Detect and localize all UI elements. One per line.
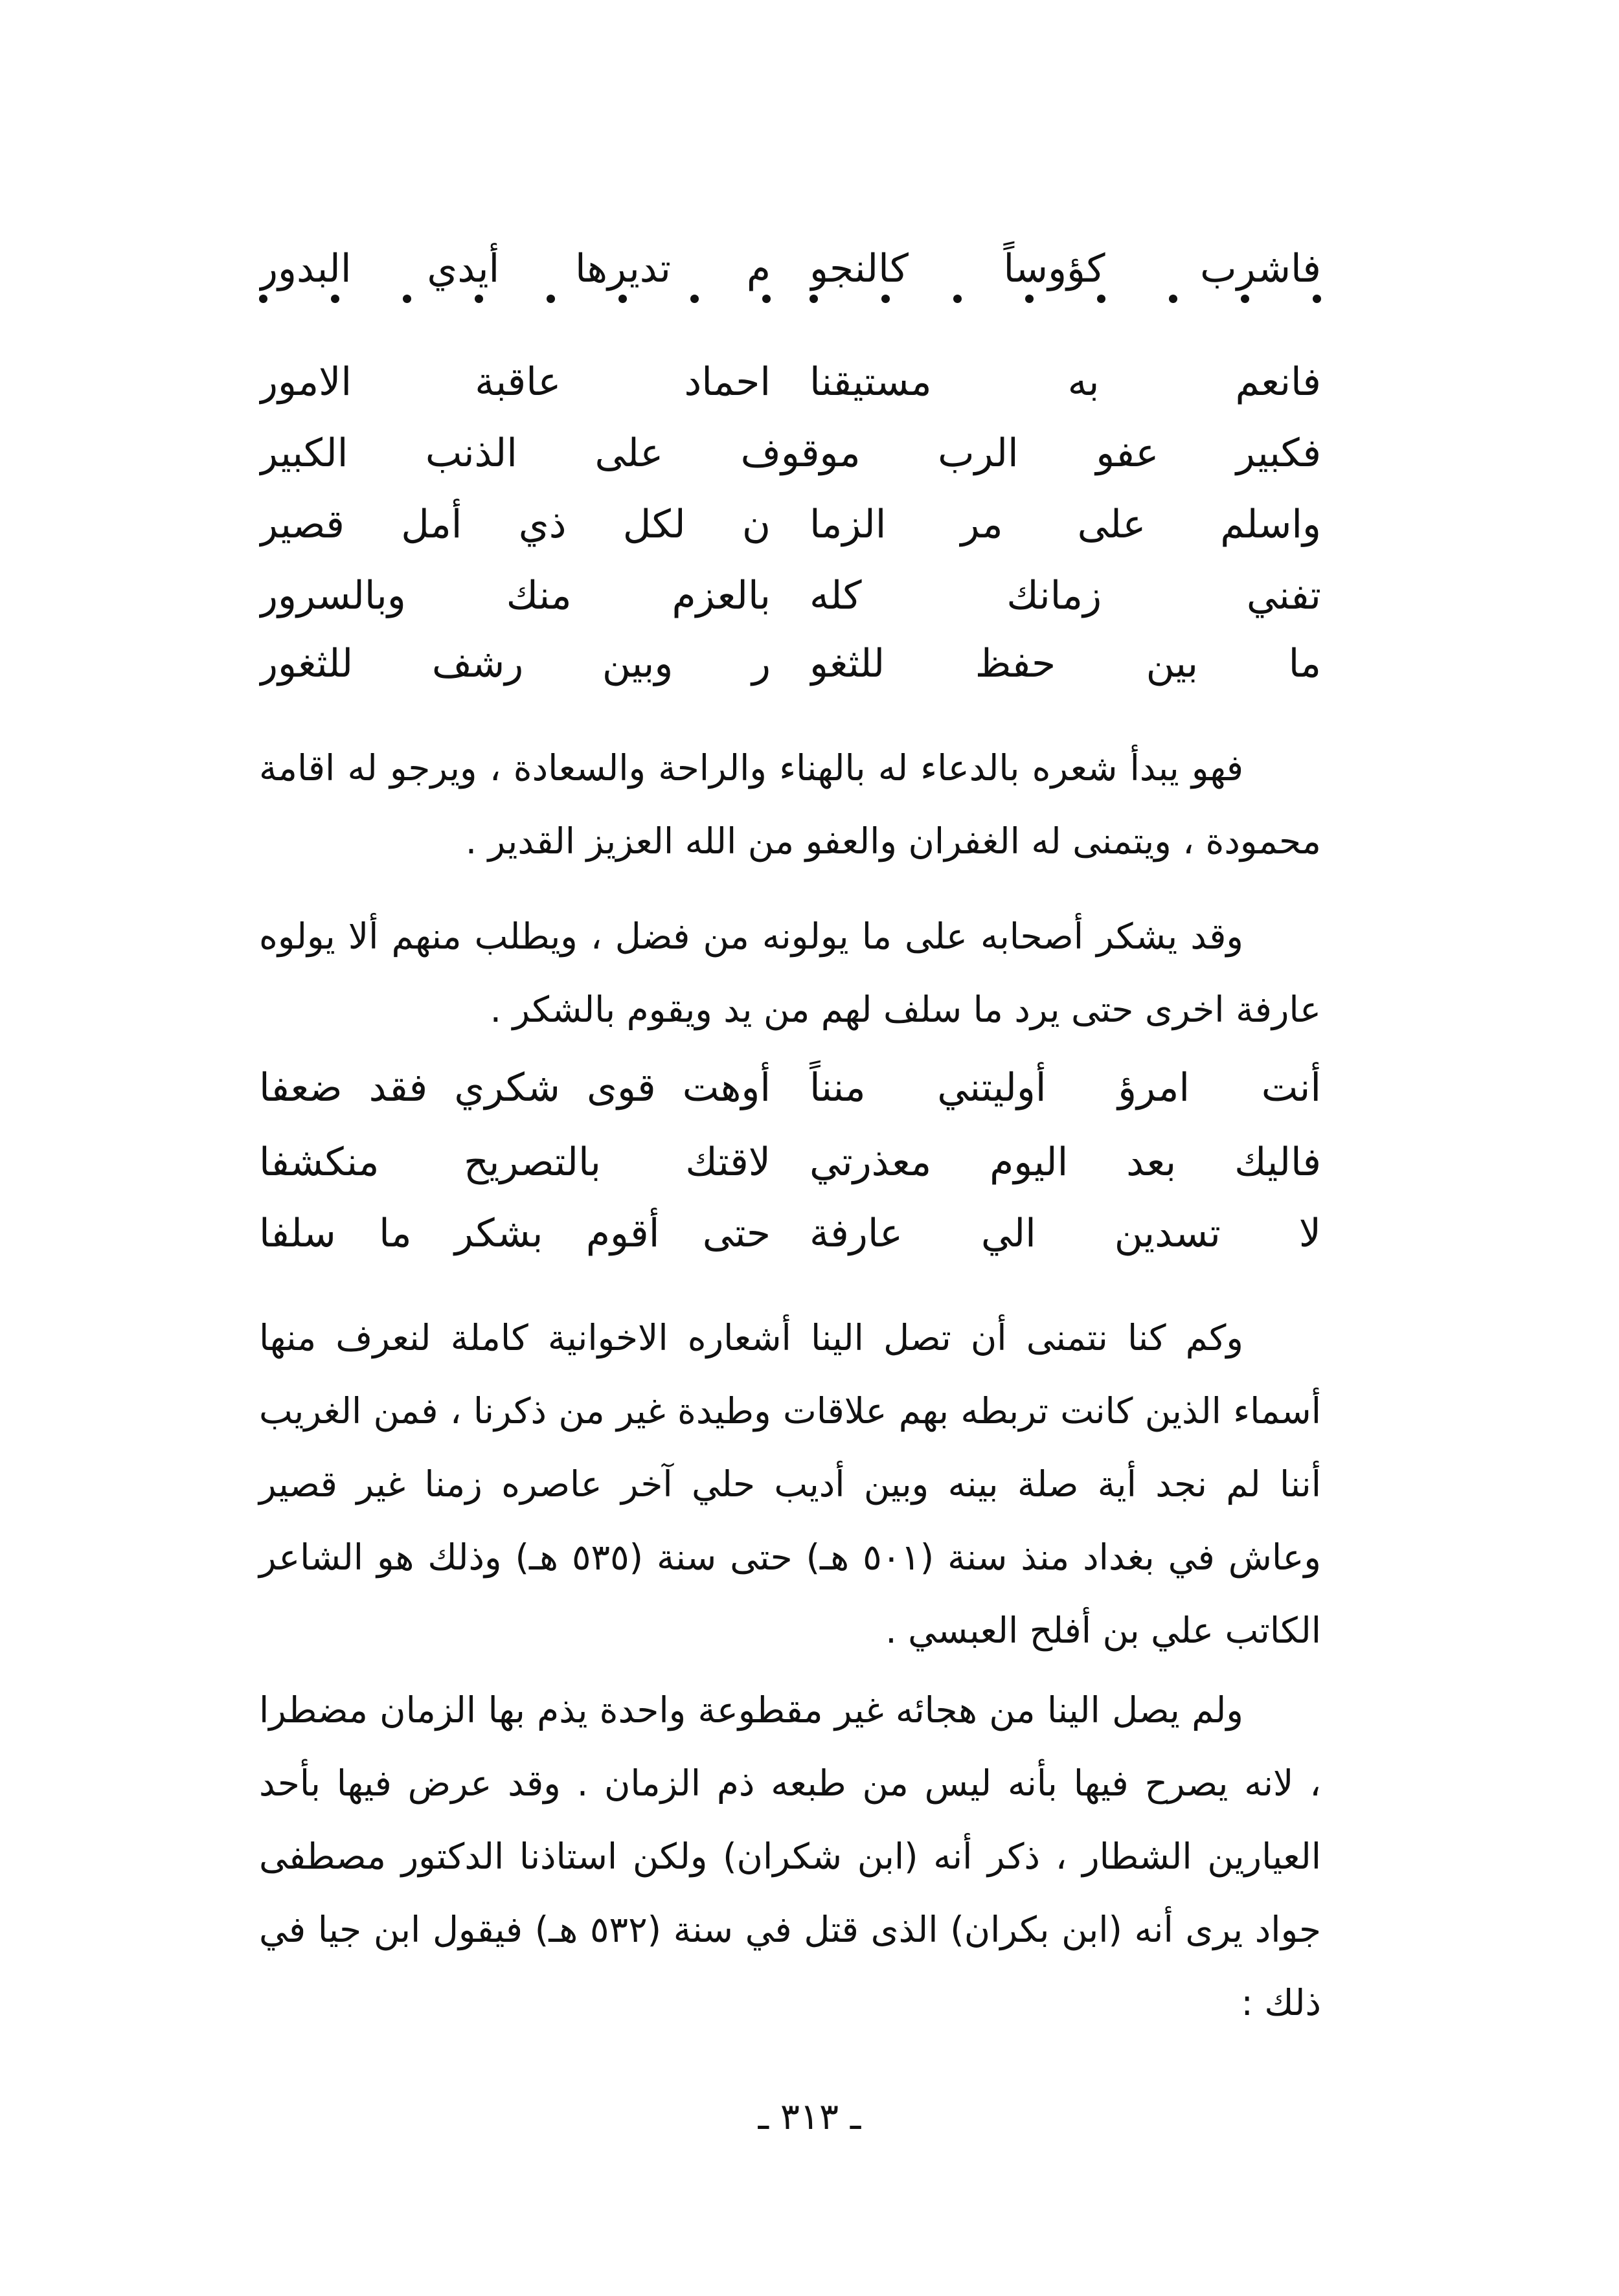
dot [953, 295, 962, 303]
dot [259, 295, 267, 303]
dot [1313, 295, 1321, 303]
poem-verse [259, 628, 1321, 699]
dot [618, 295, 627, 303]
dot [809, 295, 818, 303]
dot [1241, 295, 1249, 303]
dot [1169, 295, 1177, 303]
verse-second-hemistich: حتى أقوم بشكر ما سلفا [259, 1211, 771, 1256]
poem-verse [259, 560, 1321, 631]
dot [762, 295, 771, 303]
paragraph-2: وقد يشكر أصحابه على ما يولونه من فضل ، ويطلب منهم ألا يولوه عارفة اخرى حتى يرد ما سلف لهم من يد ويقوم بالشكر . [259, 916, 1321, 1030]
poem-verse [259, 346, 1321, 418]
verse-full-line: فكبير عفو الرب موقوف على الذنب الكبير [259, 431, 1321, 476]
poem-verse [259, 1052, 1321, 1123]
verse-second-hemistich: أوهت قوى شكري فقد ضعفا [259, 1065, 771, 1110]
page-number: ـ ٣١٣ ـ [758, 2096, 861, 2138]
verse-second-hemistich: ن لكل ذي أمل قصير [259, 502, 771, 547]
verse-first-hemistich: لا تسدين الي عارفة [809, 1211, 1321, 1256]
verse-second-hemistich: احماد عاقبة الامور [259, 359, 771, 405]
verse-omission-dots [259, 295, 1321, 333]
verse-first-hemistich: أنت امرؤ أوليتني منناً [809, 1065, 1321, 1110]
verse-second-hemistich: ر وبين رشف للثغور [259, 641, 771, 686]
verse-first-hemistich: فاشرب كؤوساً كالنجو [809, 246, 1321, 291]
verse-second-hemistich: بالعزم منك وبالسرور [259, 573, 771, 618]
dots-group-right [809, 295, 1321, 333]
dot [547, 295, 555, 303]
dot [1097, 295, 1105, 303]
poem-verse [259, 1198, 1321, 1269]
poem-verse [259, 233, 1321, 304]
dot [690, 295, 699, 303]
poem-verse [259, 489, 1321, 560]
dot [1025, 295, 1034, 303]
paragraph-3: وكم كنا نتمنى أن تصل الينا أشعاره الاخوانية كاملة لنعرف منها أسماء الذين كانت تربطه بهم علاقات وطيدة غير من ذكرنا ، فمن الغريب أننا لم نجد أية صلة بينه وبين أديب حلي آخر عاصره زمنا غير قصير وعاش في بغداد منذ سنة (٥٠١ هـ) حتى سنة (٥٣٥ هـ) وذلك هو الشاعر الكاتب علي بن أفلح العبسي . [259, 1317, 1321, 1651]
verse-first-hemistich: تفني زمانك كله [809, 573, 1321, 618]
poem-verse-full [259, 418, 1321, 489]
verse-first-hemistich: فاليك بعد اليوم معذرتي [809, 1140, 1321, 1185]
verse-second-hemistich: لاقتك بالتصريح منكشفا [259, 1140, 771, 1185]
dot [475, 295, 483, 303]
dot [881, 295, 890, 303]
dot [331, 295, 339, 303]
verse-second-hemistich: م تديرها أيدي البدور [259, 246, 771, 291]
dots-group-left [259, 295, 771, 333]
verse-first-hemistich: ما بين حفظ للثغو [809, 641, 1321, 686]
verse-first-hemistich: فانعم به مستيقنا [809, 359, 1321, 405]
paragraph-4: ولم يصل الينا من هجائه غير مقطوعة واحدة يذم بها الزمان مضطرا ، لانه يصرح فيها بأنه ليس من طبعه ذم الزمان . وقد عرض فيها بأحد العيارين الشطار ، ذكر أنه (ابن شكران) ولكن استاذنا الدكتور مصطفى جواد يرى أنه (ابن بكران) الذى قتل في سنة (٥٣٢ هـ) فيقول ابن جيا في ذلك : [259, 1689, 1321, 2023]
paragraph-1: فهو يبدأ شعره بالدعاء له بالهناء والراحة والسعادة ، ويرجو له اقامة محمودة ، ويتمنى له الغفران والعفو من الله العزيز القدير . [259, 747, 1321, 862]
poem-verse [259, 1127, 1321, 1198]
verse-first-hemistich: واسلم على مر الزما [809, 502, 1321, 547]
dot [403, 295, 411, 303]
